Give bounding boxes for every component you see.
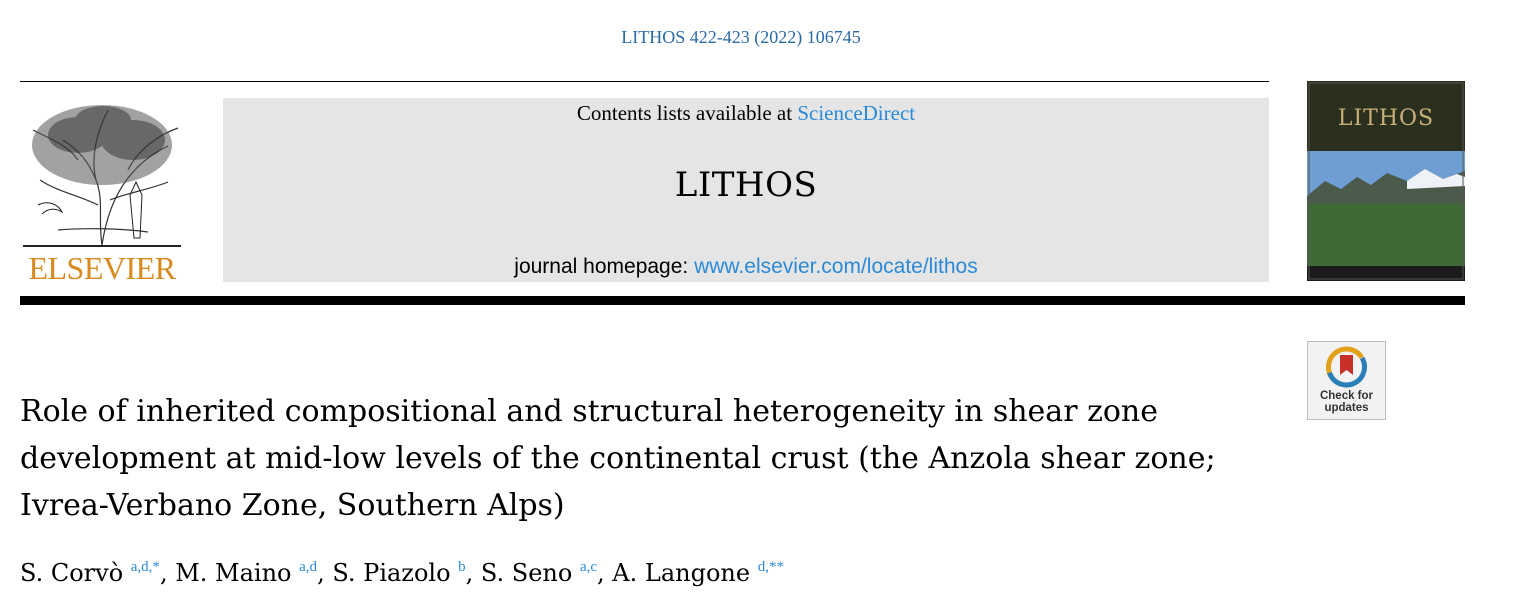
- author-affiliation-marker[interactable]: a,d,*: [130, 559, 160, 575]
- journal-name: LITHOS: [674, 165, 818, 205]
- author-separator: ,: [465, 559, 481, 587]
- journal-header: [223, 98, 1269, 282]
- author-separator: ,: [317, 559, 333, 587]
- author-name[interactable]: S. Piazolo: [332, 559, 459, 587]
- check-for-updates-label: [1308, 390, 1385, 414]
- publisher-logo[interactable]: [18, 100, 186, 284]
- author-list: [20, 556, 1320, 590]
- journal-citation[interactable]: LITHOS 422-423 (2022) 106745: [621, 27, 861, 47]
- journal-cover[interactable]: [1307, 81, 1465, 281]
- check-for-updates-badge[interactable]: [1307, 341, 1386, 420]
- homepage-line: [223, 254, 1269, 280]
- author-affiliation-marker[interactable]: a,c: [579, 559, 598, 575]
- tree-logo-icon: [18, 100, 186, 250]
- header-bottom-bar: [20, 296, 1465, 305]
- homepage-prefix: journal homepage:: [514, 255, 689, 278]
- author-affiliation-marker[interactable]: d,**: [757, 559, 784, 575]
- publisher-name: ELSEVIER: [28, 250, 176, 286]
- article-title: Role of inherited compositional and structural heterogeneity in shear zone development at mid-low levels of the continental crust (the Anzola shear zone; Ivrea-Verbano Zone, Southern Alps): [20, 394, 1216, 523]
- author-name[interactable]: A. Langone: [612, 559, 758, 587]
- author-affiliation-marker[interactable]: b: [458, 559, 466, 575]
- author-affiliation-marker[interactable]: a,d: [299, 559, 318, 575]
- author-name[interactable]: S. Corvò: [20, 559, 131, 587]
- cover-title: LITHOS: [1337, 106, 1435, 131]
- check-line-1: Check for: [1319, 390, 1374, 402]
- author-separator: ,: [159, 559, 176, 587]
- author-separator: ,: [597, 559, 613, 587]
- author-name[interactable]: M. Maino: [175, 559, 300, 587]
- journal-homepage-link[interactable]: www.elsevier.com/locate/lithos: [694, 255, 978, 278]
- contents-prefix: Contents lists available at: [576, 101, 793, 125]
- sciencedirect-link[interactable]: ScienceDirect: [797, 101, 916, 125]
- header-divider: [20, 81, 1269, 82]
- contents-line: [223, 100, 1269, 126]
- check-for-updates-icon: [1308, 342, 1385, 390]
- check-line-2: updates: [1324, 402, 1369, 414]
- author-name[interactable]: S. Seno: [480, 559, 580, 587]
